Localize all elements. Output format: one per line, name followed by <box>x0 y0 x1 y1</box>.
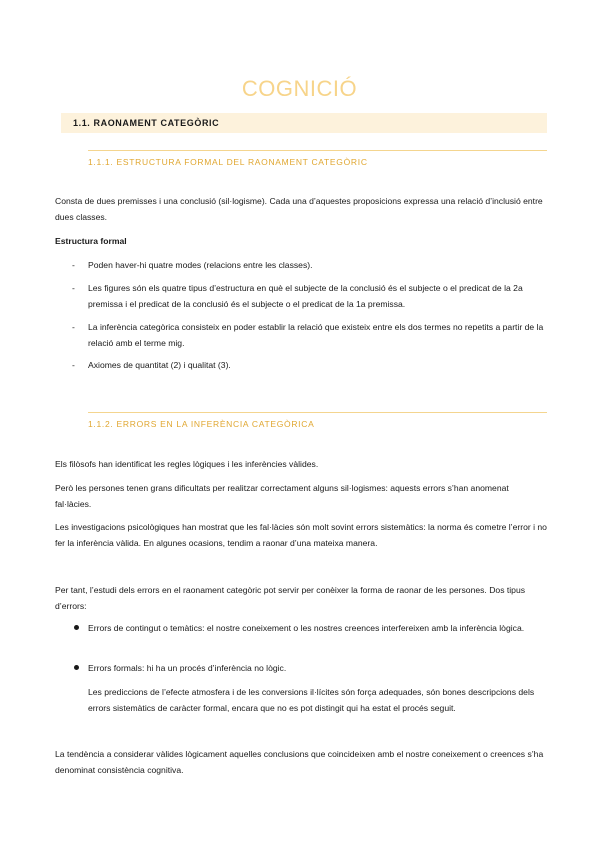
section-heading: 1.1. RAONAMENT CATEGÒRIC <box>61 113 547 133</box>
subsection-heading-2: 1.1.2. ERRORS EN LA INFERÈNCIA CATEGÒRICA <box>88 412 547 430</box>
bullet-item-text: Errors de contingut o temàtics: el nostre coneixement o les nostres creences interfereixen amb la inferència lògica. <box>88 623 525 633</box>
bullet-item <box>88 660 547 676</box>
bullet-icon <box>74 665 79 670</box>
subsection-heading-1: 1.1.1. ESTRUCTURA FORMAL DEL RAONAMENT CATEGÒRIC <box>88 150 547 168</box>
dash-marker: - <box>72 322 75 332</box>
bullet-item-text: Errors formals: hi ha un procés d’inferència no lògic. <box>88 663 287 673</box>
dash-marker: - <box>72 283 75 293</box>
bullet-subparagraph: Les prediccions de l’efecte atmosfera i de les conversions il·lícites són força adequades, són bones descripcions dels errors sistemàtics de caràcter formal, encara que no es pot distingit qui ha estat el procés seguit. <box>88 687 535 713</box>
list-item-text: Poden haver-hi quatre modes (relacions entre les classes). <box>88 260 313 270</box>
paragraph: La tendència a considerar vàlides lògicament aquelles conclusions que coincideixen amb el nostre coneixement o creences s’ha denominat consistència cognitiva. <box>55 749 544 775</box>
list-item <box>72 357 547 373</box>
paragraph: Però les persones tenen grans dificultats per realitzar correctament alguns sil·logismes: aquests errors s’han anomenat fal·làcies. <box>55 483 509 509</box>
intro-paragraph: Consta de dues premisses i una conclusió (sil·logisme). Cada una d’aquestes proposicions expressa una relació d’inclusió entre dues classes. <box>55 196 543 222</box>
list-item <box>72 280 547 312</box>
list-item <box>72 257 547 273</box>
paragraph: Els filòsofs han identificat les regles lògiques i les inferències vàlides. <box>55 459 319 469</box>
page-title: COGNICIÓ <box>241 76 358 101</box>
dash-marker: - <box>72 260 75 270</box>
list-item-text: Axiomes de quantitat (2) i qualitat (3). <box>88 360 231 370</box>
bullet-icon <box>74 625 79 630</box>
paragraph: Les investigacions psicològiques han mostrat que les fal·làcies són molt sovint errors sistemàtics: la norma és cometre l’error i no fer la inferència vàlida. En algunes ocasions, tendim a raonar d’una mateixa manera. <box>55 522 547 548</box>
list-item-text: Les figures són els quatre tipus d’estructura en què el subjecte de la conclusió és el subjecte o el predicat de la 2a premissa i el predicat de la conclusió és el subjecte o el predicat de la 1a premissa. <box>88 283 523 309</box>
paragraph: Per tant, l’estudi dels errors en el raonament categòric pot servir per conèixer la forma de raonar de les persones. Dos tipus d’errors: <box>55 585 526 611</box>
bullet-item <box>88 620 538 636</box>
dash-marker: - <box>72 360 75 370</box>
estructura-label: Estructura formal <box>55 236 127 246</box>
list-item-text: La inferència categòrica consisteix en poder establir la relació que existeix entre els dos termes no repetits a partir de la relació amb el terme mig. <box>88 322 544 348</box>
list-item <box>72 319 547 351</box>
